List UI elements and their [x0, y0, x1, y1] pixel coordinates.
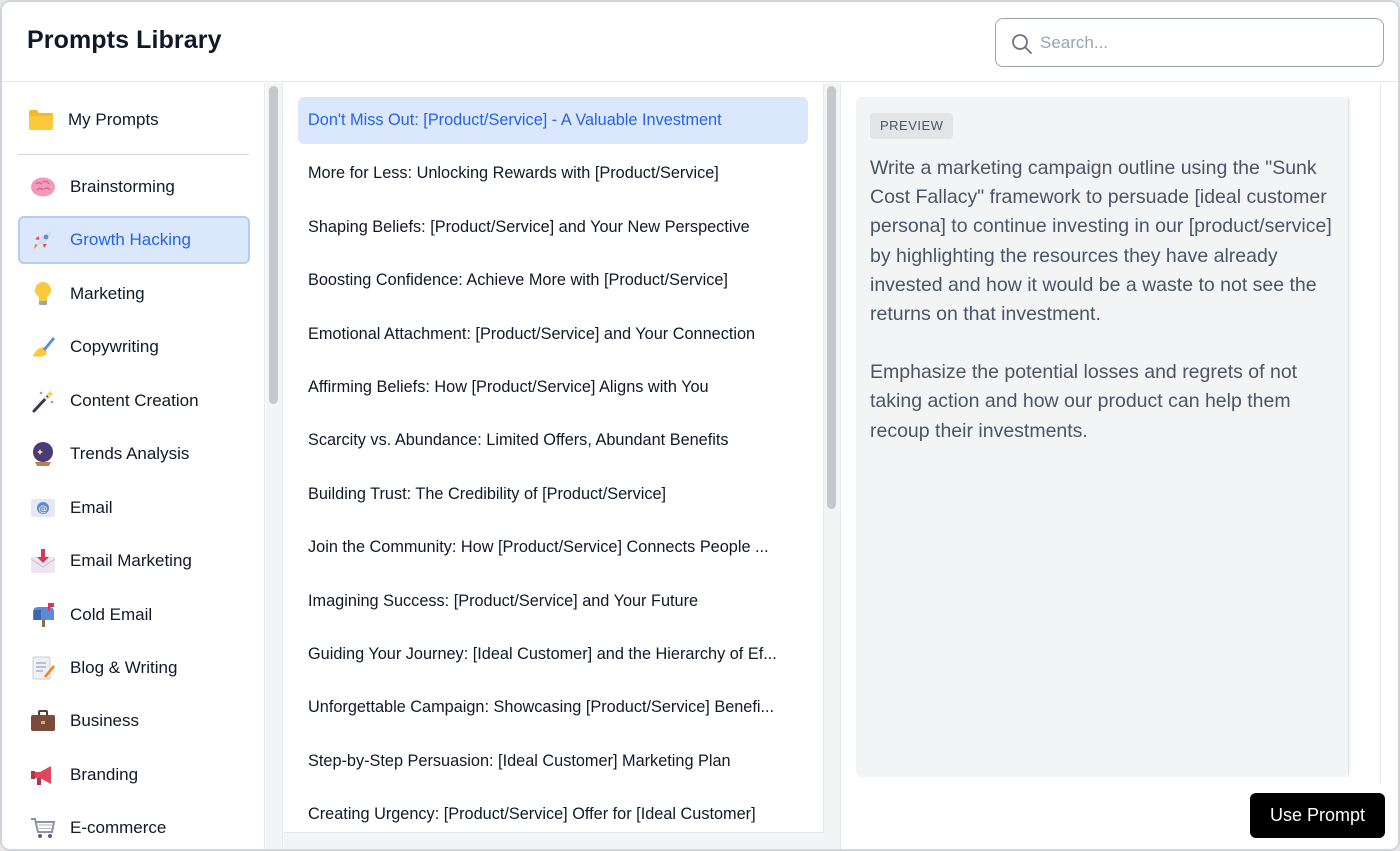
prompt-item-title: Guiding Your Journey: [Ideal Customer] and the Hierarchy of Ef...: [308, 644, 777, 663]
sidebar-item-label: Cold Email: [70, 604, 153, 624]
sidebar-item-email-marketing[interactable]: [18, 537, 250, 585]
shopping-cart-icon: [30, 815, 56, 841]
preview-scrollbar[interactable]: [1348, 97, 1349, 777]
sidebar-item-growth-hacking[interactable]: [18, 216, 250, 264]
memo-icon: [30, 655, 56, 681]
sidebar-item-label: Growth Hacking: [70, 230, 191, 250]
header: [2, 2, 1398, 82]
prompt-list-panel: [284, 83, 824, 833]
envelope-arrow-icon: [30, 548, 56, 574]
sidebar-item-label: E-commerce: [70, 818, 167, 838]
prompt-item[interactable]: [298, 631, 808, 678]
prompt-item[interactable]: [298, 150, 808, 197]
svg-text:@: @: [38, 504, 48, 515]
preview-badge: PREVIEW: [870, 113, 953, 139]
writing-hand-icon: [30, 334, 56, 360]
sidebar-item-label: Branding: [70, 764, 139, 784]
sidebar-item-business[interactable]: [18, 697, 250, 745]
prompt-item[interactable]: [298, 97, 808, 144]
use-prompt-button[interactable]: Use Prompt: [1250, 793, 1385, 838]
sidebar-divider: [18, 154, 249, 155]
crystal-ball-icon: [30, 441, 56, 467]
light-bulb-icon: [30, 281, 56, 307]
megaphone-icon: [30, 762, 56, 788]
prompt-list-scrollbar[interactable]: [824, 83, 841, 851]
prompt-item-title: Boosting Confidence: Achieve More with [Product/Service]: [308, 271, 728, 290]
prompt-item[interactable]: [298, 791, 808, 833]
prompt-item[interactable]: [298, 257, 808, 304]
page-title: Prompts Library: [27, 26, 222, 54]
brain-icon: [30, 174, 56, 200]
sidebar-item-marketing[interactable]: [18, 270, 250, 318]
briefcase-icon: [30, 708, 56, 734]
sidebar-item-label: Blog & Writing: [70, 657, 178, 677]
sidebar-item-label: Content Creation: [70, 390, 199, 410]
prompt-item[interactable]: [298, 311, 808, 358]
sidebar-item-label: Trends Analysis: [70, 444, 190, 464]
sidebar-item-label: My Prompts: [68, 110, 159, 129]
sidebar-item-branding[interactable]: [18, 751, 250, 799]
sidebar-item-email[interactable]: [18, 484, 250, 532]
prompt-list: [298, 97, 808, 833]
magic-wand-icon: [30, 388, 56, 414]
sidebar-scrollbar-thumb[interactable]: [269, 86, 278, 404]
mailbox-icon: [30, 602, 56, 628]
prompt-item[interactable]: [298, 417, 808, 464]
prompt-item[interactable]: [298, 204, 808, 251]
prompt-item[interactable]: [298, 364, 808, 411]
prompt-item-title: Affirming Beliefs: How [Product/Service] Aligns with You: [308, 377, 709, 396]
preview-area: [842, 83, 1398, 851]
sidebar-item-blog-writing[interactable]: [18, 644, 250, 692]
rocket-icon: [30, 227, 56, 253]
preview-divider: [1380, 83, 1381, 783]
prompt-item-title: Creating Urgency: [Product/Service] Offer for [Ideal Customer]: [308, 805, 756, 824]
preview-paragraph: Write a marketing campaign outline using the "Sunk Cost Fallacy" framework to persuade [ideal customer persona] to continue investing in our [product/service] by highlighting the resources they have already invested and how it would be a waste to not see the returns on that investment.: [870, 157, 1332, 326]
prompt-list-scrollbar-thumb[interactable]: [827, 86, 836, 509]
sidebar-item-brainstorming[interactable]: [18, 163, 250, 211]
sidebar: [2, 83, 265, 851]
search-box[interactable]: [995, 18, 1384, 67]
prompt-item-title: Unforgettable Campaign: Showcasing [Product/Service] Benefi...: [308, 698, 775, 717]
email-icon: [30, 495, 56, 521]
prompt-item-title: Step-by-Step Persuasion: [Ideal Customer] Marketing Plan: [308, 751, 731, 770]
sidebar-item-label: Business: [70, 711, 139, 731]
sidebar-item-label: Brainstorming: [70, 177, 175, 196]
prompt-item-title: Imagining Success: [Product/Service] and Your Future: [308, 591, 699, 610]
sidebar-item-cold-email[interactable]: [18, 591, 250, 639]
sidebar-item-content-creation[interactable]: [18, 377, 250, 425]
sidebar-item-label: Copywriting: [70, 337, 159, 357]
sidebar-item-label: Email: [70, 497, 113, 517]
folder-icon: [28, 108, 54, 132]
sidebar-item-label: Email Marketing: [70, 551, 192, 571]
search-icon: [1010, 32, 1034, 56]
sidebar-item-trends-analysis[interactable]: [18, 430, 250, 478]
prompt-item-title: Scarcity vs. Abundance: Limited Offers, Abundant Benefits: [308, 431, 729, 450]
sidebar-item-e-commerce[interactable]: [18, 804, 250, 851]
prompt-item-title: Emotional Attachment: [Product/Service] and Your Connection: [308, 324, 756, 343]
prompt-item[interactable]: [298, 738, 808, 785]
prompt-list-footer: [284, 833, 824, 851]
prompt-item[interactable]: [298, 578, 808, 625]
prompt-item-title: Building Trust: The Credibility of [Product/Service]: [308, 484, 667, 503]
preview-paragraph: Emphasize the potential losses and regrets of not taking action and how our product can help them recoup their investments.: [870, 361, 1298, 442]
prompt-item[interactable]: [298, 684, 808, 731]
search-input[interactable]: [1040, 19, 1370, 66]
prompt-item[interactable]: [298, 471, 808, 518]
prompt-item-title: Don't Miss Out: [Product/Service] - A Valuable Investment: [308, 111, 722, 129]
category-list: [18, 163, 250, 851]
sidebar-scrollbar[interactable]: [266, 83, 283, 851]
sidebar-item-my-prompts[interactable]: [18, 97, 248, 143]
preview-text: [870, 154, 1340, 446]
preview-card: [856, 97, 1351, 777]
sidebar-item-copywriting[interactable]: [18, 323, 250, 371]
sidebar-item-label: Marketing: [70, 283, 145, 303]
prompt-item-title: More for Less: Unlocking Rewards with [Product/Service]: [308, 164, 719, 183]
prompt-item[interactable]: [298, 524, 808, 571]
prompt-item-title: Shaping Beliefs: [Product/Service] and Your New Perspective: [308, 217, 750, 236]
prompt-item-title: Join the Community: How [Product/Service] Connects People ...: [308, 538, 769, 557]
